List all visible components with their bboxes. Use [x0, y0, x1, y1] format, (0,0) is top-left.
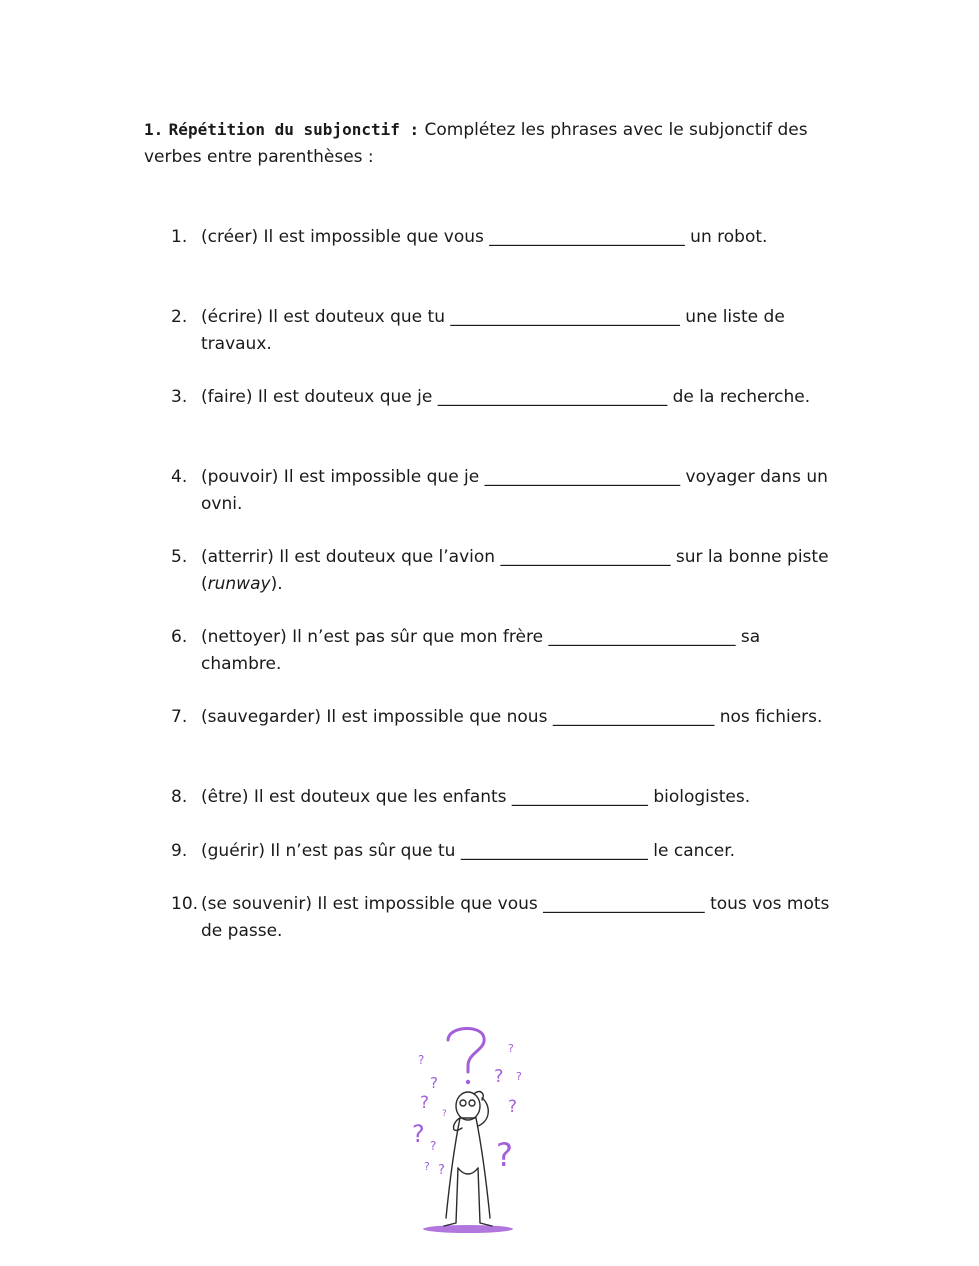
item-sentence-start: (atterrir) Il est douteux que l’avion ____________________ sur la bonne piste ( [201, 547, 829, 594]
item-number: 2. [171, 307, 188, 327]
item-sentence: (guérir) Il n’est pas sûr que tu ______________________ le cancer. [201, 841, 736, 861]
exercise-instruction: Complétez les phrases avec le subjonctif des verbes entre parenthèses : [144, 120, 808, 167]
svg-text:?: ? [516, 1070, 522, 1083]
exercise-number: 1. [144, 120, 164, 139]
item-number: 9. [171, 841, 188, 861]
item-number: 1. [171, 227, 188, 247]
item-sentence: (pouvoir) Il est impossible que je _______________________ voyager dans un ovni. [201, 467, 828, 514]
exercise-heading [144, 116, 834, 171]
svg-text:?: ? [424, 1160, 430, 1173]
item-sentence: (écrire) Il est douteux que tu ___________________________ une liste de travaux. [201, 307, 785, 354]
exercise-title: Répétition du subjonctif : [168, 120, 420, 139]
item-sentence [201, 544, 831, 598]
item-number: 7. [171, 707, 188, 727]
svg-text:?: ? [508, 1042, 514, 1055]
item-sentence: (créer) Il est impossible que vous _______________________ un robot. [201, 227, 768, 247]
item-sentence: (être) Il est douteux que les enfants ________________ biologistes. [201, 787, 751, 807]
item-sentence-end: ). [270, 574, 283, 594]
item-sentence: (sauvegarder) Il est impossible que nous ___________________ nos fichiers. [201, 707, 823, 727]
item-number: 5. [171, 547, 188, 567]
svg-text:?: ? [418, 1053, 425, 1067]
svg-text:?: ? [494, 1066, 504, 1087]
confused-figure-illustration [400, 1018, 540, 1238]
confused-stick-figure-with-question-marks-icon [400, 1018, 540, 1238]
item-number: 3. [171, 387, 188, 407]
item-sentence: (faire) Il est douteux que je ___________________________ de la recherche. [201, 387, 811, 407]
item-sentence: (se souvenir) Il est impossible que vous ___________________ tous vos mots de passe. [201, 894, 830, 941]
item-number: 4. [171, 467, 188, 487]
item-number: 8. [171, 787, 188, 807]
svg-text:?: ? [508, 1097, 518, 1117]
svg-text:?: ? [420, 1093, 430, 1113]
item-number: 6. [171, 627, 188, 647]
svg-text:?: ? [496, 1136, 513, 1174]
svg-text:?: ? [430, 1139, 437, 1153]
item-sentence: (nettoyer) Il n’est pas sûr que mon frère ______________________ sa chambre. [201, 627, 761, 674]
svg-text:?: ? [442, 1109, 447, 1119]
svg-text:?: ? [430, 1074, 438, 1092]
item-sentence-italic: runway [207, 574, 271, 594]
svg-text:?: ? [412, 1120, 425, 1148]
svg-text:?: ? [438, 1163, 445, 1178]
item-number: 10. [171, 894, 199, 914]
